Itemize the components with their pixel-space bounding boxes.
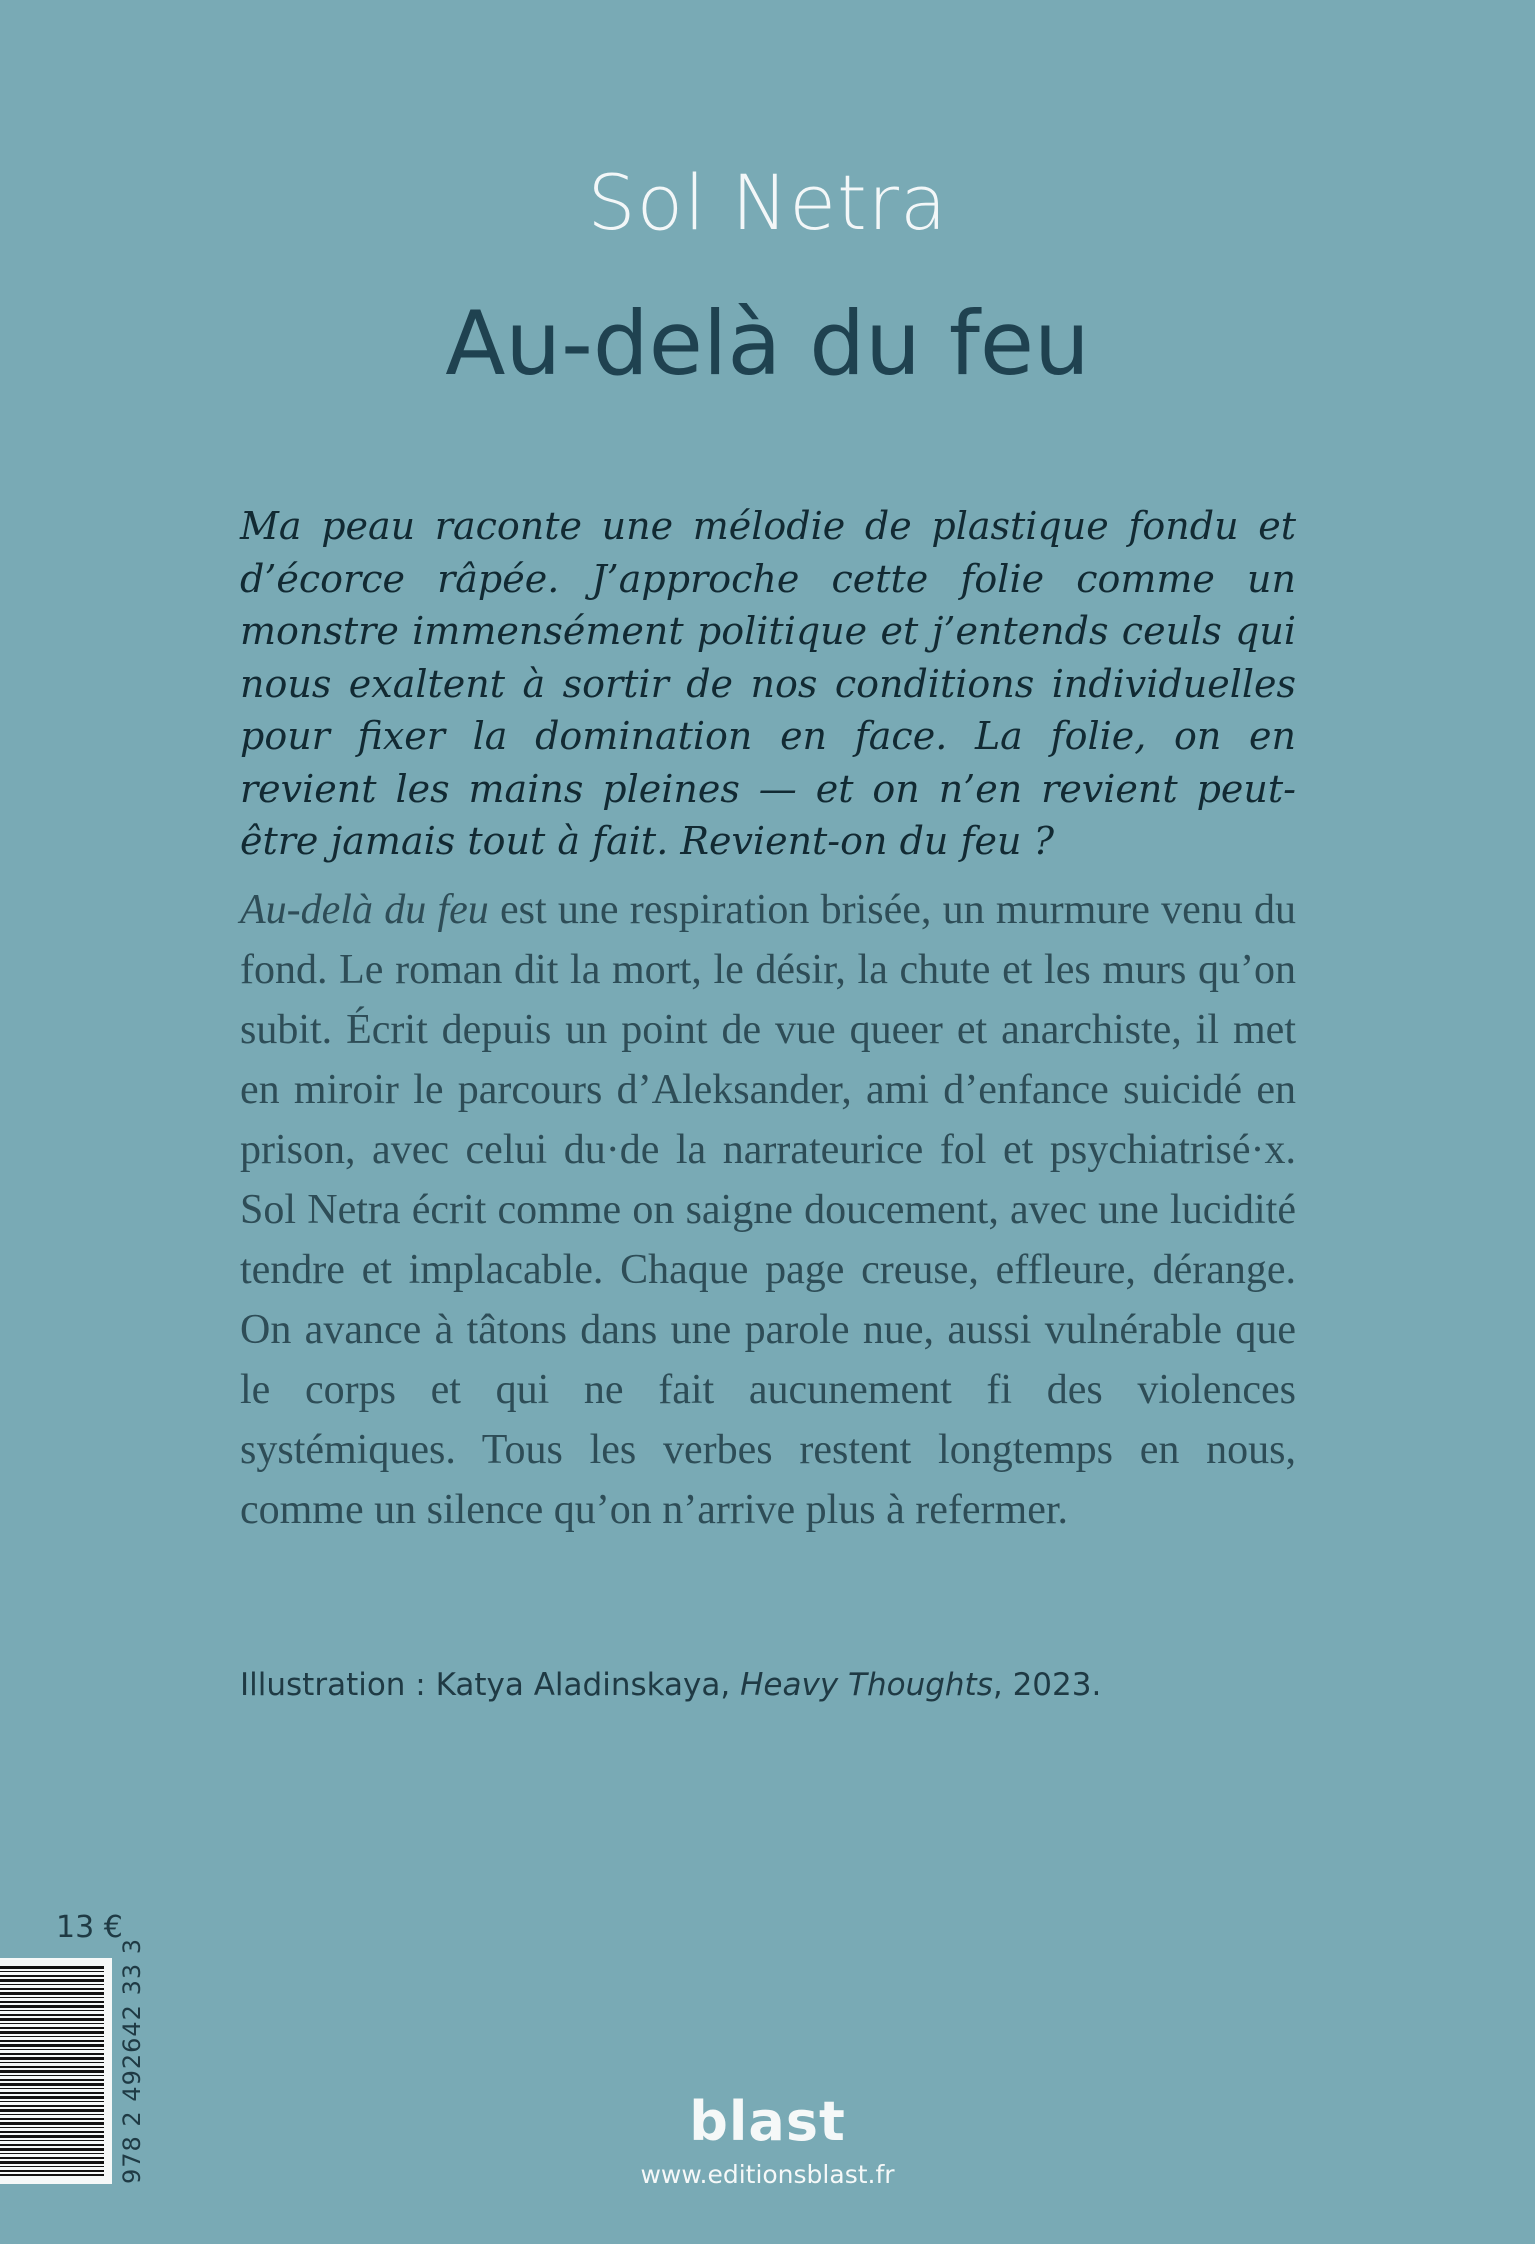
price-label: 13 € [56,1910,123,1945]
excerpt-paragraph: Ma peau raconte une mélodie de plastique fondu et d’écorce râpée. J’approche cette folie comme un monstre immensément politique et j’entends ceuls qui nous exaltent à sortir de nos conditions individuelles pour fixer la domination en face. La folie, on en revient les mains pleines — et on n’en revient peut-être jamais tout à fait. Revient-on du feu ? [240,504,1296,863]
credit-prefix: Illustration : Katya Aladinskaya, [240,1667,741,1703]
publisher-logo: blast [689,2090,846,2153]
author-name: Sol Netra [587,158,948,247]
illustration-credit [240,1667,1101,1703]
isbn-number: 978 2 492642 33 3 [118,1937,146,2184]
publisher-url: www.editionsblast.fr [640,2160,895,2189]
credit-suffix: , 2023. [992,1667,1102,1703]
blurb-book-title: Au-delà du feu [240,887,489,933]
credit-work-title: Heavy Thoughts [740,1667,993,1703]
blurb-paragraph [240,880,1296,1540]
book-title: Au-delà du feu [445,292,1090,395]
blurb-text: est une respiration brisée, un murmure venu du fond. Le roman dit la mort, le désir, la chute et les murs qu’on subit. Écrit depuis un point de vue queer et anarchiste, il met en miroir le parcours d’Aleksander, ami d’enfance suicidé en prison, avec celui du·de la narrateurice fol et psychiatrisé·x. Sol Netra écrit comme on saigne doucement, avec une lucidité tendre et implacable. Chaque page creuse, effleure, dérange. On avance à tâtons dans une parole nue, aussi vulnérable que le corps et qui ne fait aucunement fi des violences systémiques. Tous les verbes restent longtemps en nous, comme un silence qu’on n’arrive plus à refermer. [240,887,1297,1533]
